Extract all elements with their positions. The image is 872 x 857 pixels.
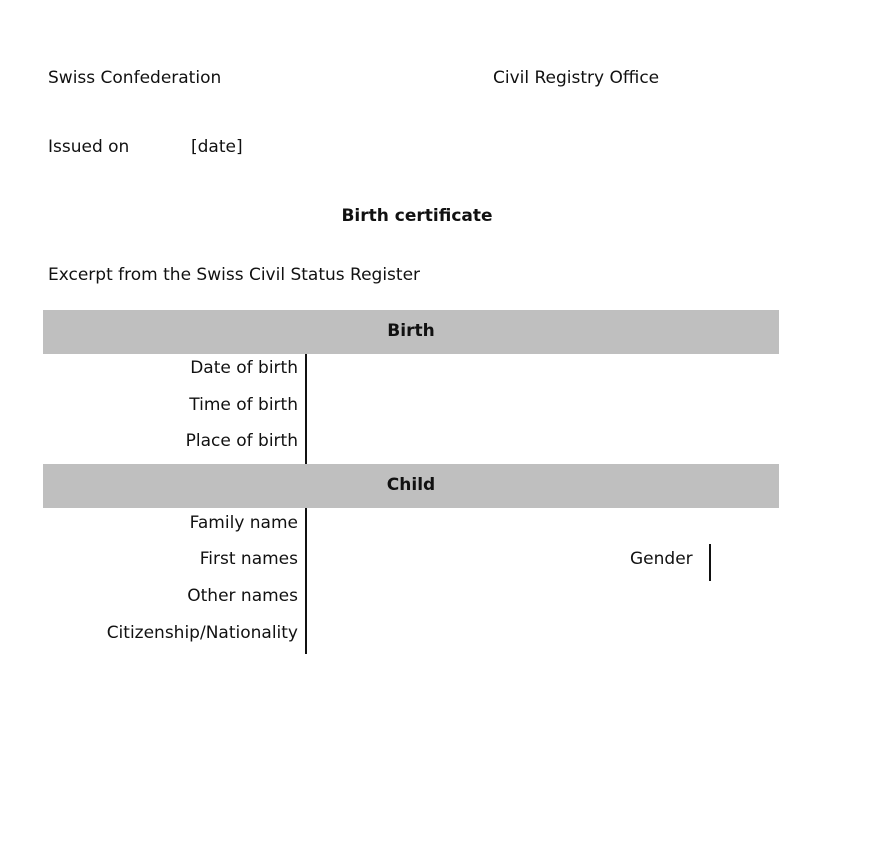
child-section-title: Child	[386, 475, 436, 495]
child-field-divider	[305, 508, 307, 654]
issuer-name: Swiss Confederation	[48, 68, 222, 88]
office-name: Civil Registry Office	[493, 68, 660, 88]
child-section-header	[43, 464, 779, 508]
issued-on-label: Issued on	[48, 137, 130, 157]
birth-field-divider	[305, 354, 307, 464]
gender-label: Gender	[630, 549, 693, 569]
first-names-label: First names	[199, 549, 298, 569]
family-name-label: Family name	[189, 513, 298, 533]
birth-section-title: Birth	[387, 321, 435, 341]
date-of-birth-label: Date of birth	[190, 358, 298, 378]
citizenship-nationality-label: Citizenship/Nationality	[106, 623, 298, 643]
gender-field-divider	[709, 544, 711, 581]
issued-on-value: [date]	[191, 137, 243, 157]
place-of-birth-label: Place of birth	[185, 431, 298, 451]
other-names-label: Other names	[187, 586, 298, 606]
birth-section-header	[43, 310, 779, 354]
time-of-birth-label: Time of birth	[189, 395, 298, 415]
document-title: Birth certificate	[341, 206, 493, 226]
document-subtitle: Excerpt from the Swiss Civil Status Register	[48, 265, 421, 285]
